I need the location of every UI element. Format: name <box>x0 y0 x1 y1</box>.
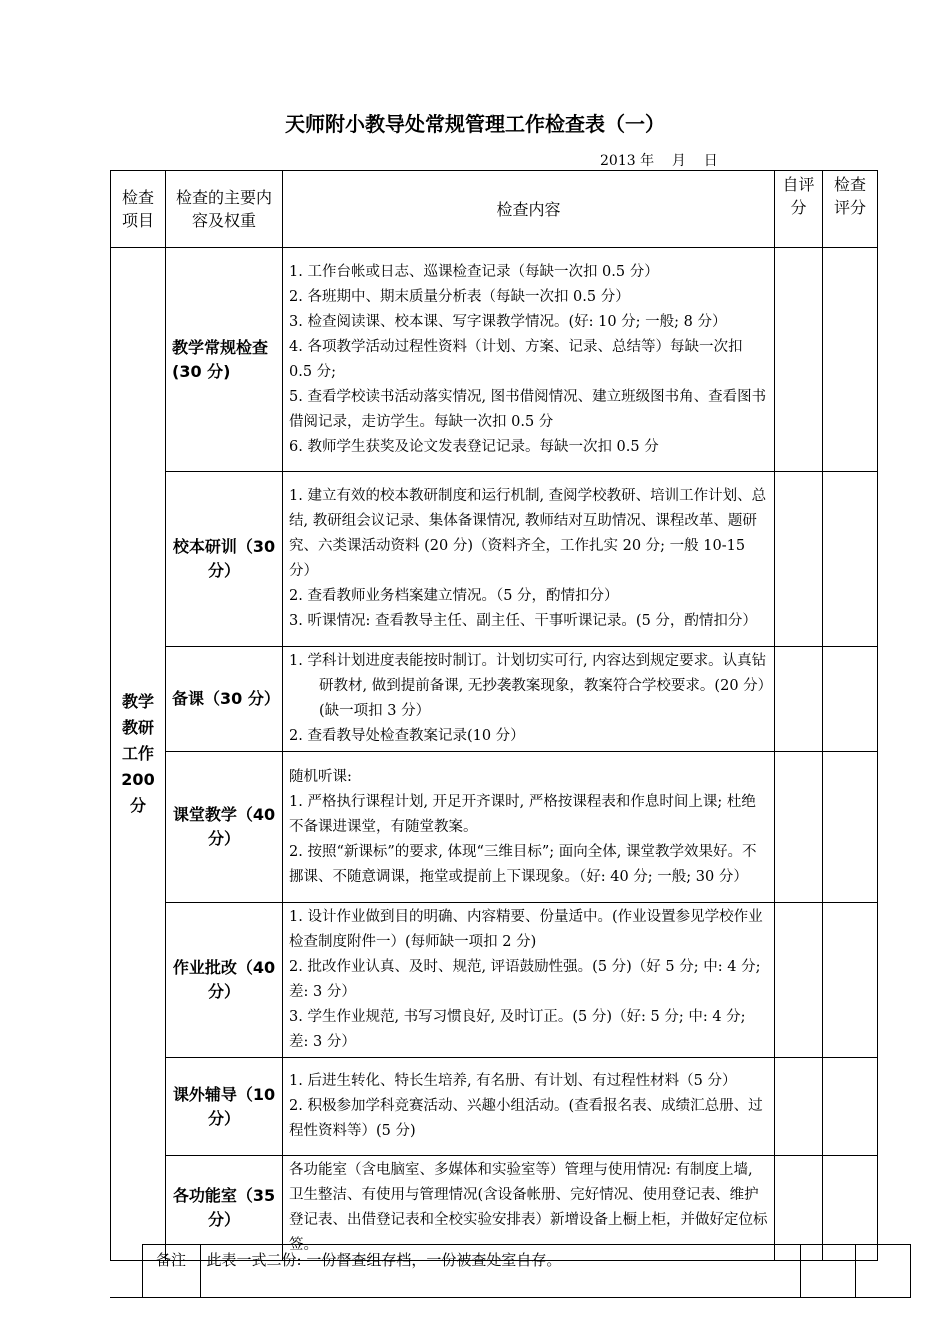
check-score-cell[interactable] <box>823 903 878 1058</box>
check-score-cell[interactable] <box>823 472 878 647</box>
note-check-score-cell[interactable] <box>855 1245 910 1298</box>
check-score-cell[interactable] <box>823 1058 878 1156</box>
content-line: 1. 建立有效的校本教研制度和运行机制, 查阅学校教研、培训工作计划、总结, 教研组会议记录、集体备课情况, 教师结对互助情况、课程改革、题研究、六类课活动资料 (20 分)（资料齐全，工作扎实 20 分; 一般 10-15 分） <box>289 488 767 579</box>
content-line: 2. 批改作业认真、及时、规范, 评语鼓励性强。(5 分)（好 5 分; 中: 4 分; 差: 3 分） <box>289 959 761 1000</box>
table-row <box>111 1058 878 1156</box>
note-blank-cell <box>110 1245 142 1298</box>
note-label: 备注 <box>142 1245 200 1298</box>
row-name: 课堂教学（40 分） <box>166 752 283 903</box>
note-table <box>110 1244 911 1298</box>
header-self-score: 自评分 <box>775 171 823 248</box>
content-line: 2. 各班期中、期末质量分析表（每缺一次扣 0.5 分） <box>289 288 630 305</box>
self-score-cell[interactable] <box>775 1058 823 1156</box>
note-row <box>110 1245 910 1298</box>
header-row <box>111 171 878 248</box>
content-line: 3. 听课情况: 查看教导主任、副主任、干事听课记录。(5 分，酌情扣分） <box>289 613 757 629</box>
content-line: 1. 学科计划进度表能按时制订。计划切实可行, 内容达到规定要求。认真钻研教材, 做到提前备课, 无抄袭教案现象，教案符合学校要求。(20 分）(缺一项扣 3 分） <box>289 653 767 719</box>
row-name: 课外辅导（10 分） <box>166 1058 283 1156</box>
content-line: 各功能室（含电脑室、多媒体和实验室等）管理与使用情况: 有制度上墙, 卫生整洁、有使用与管理情况(含设备帐册、完好情况、使用登记表、维护登记表、出借登记表和全校实验安排表）新增设备上橱上柜，并做好定位标签。 <box>289 1162 768 1253</box>
content-line: 2. 查看教导处检查教案记录(10 分） <box>289 728 525 744</box>
content-line: 2. 查看教师业务档案建立情况。（5 分，酌情扣分） <box>289 588 619 604</box>
date-month: 月 <box>671 153 686 169</box>
note-text: 此表一式二份: 一份督查组存档，一份被查处室自存。 <box>200 1245 800 1298</box>
date-day: 日 <box>703 153 718 169</box>
row-name: 教学常规检查(30 分) <box>166 248 283 472</box>
self-score-cell[interactable] <box>775 752 823 903</box>
content-line: 2. 积极参加学科竞赛活动、兴趣小组活动。(查看报名表、成绩汇总册、过程性资料等）(5 分) <box>289 1098 763 1139</box>
row-content <box>283 752 775 903</box>
row-content <box>283 1058 775 1156</box>
content-line: 4. 各项教学活动过程性资料（计划、方案、记录、总结等）每缺一次扣 0.5 分; <box>289 338 743 380</box>
row-name: 作业批改（40 分） <box>166 903 283 1058</box>
content-line: 1. 设计作业做到目的明确、内容精要、份量适中。(作业设置参见学校作业检查制度附件一）(每师缺一项扣 2 分) <box>289 909 763 950</box>
page-title: 天师附小教导处常规管理工作检查表（一） <box>285 112 665 136</box>
row-content <box>283 248 775 472</box>
table-row <box>111 472 878 647</box>
table-row <box>111 752 878 903</box>
self-score-cell[interactable] <box>775 903 823 1058</box>
note-self-score-cell[interactable] <box>800 1245 855 1298</box>
row-content <box>283 647 775 752</box>
date-year: 2013 年 <box>600 153 655 169</box>
row-content <box>283 472 775 647</box>
content-line: 1. 后进生转化、特长生培养, 有名册、有计划、有过程性材料（5 分） <box>289 1073 737 1089</box>
row-name: 备课（30 分） <box>166 647 283 752</box>
self-score-cell[interactable] <box>775 472 823 647</box>
table-row <box>111 903 878 1058</box>
content-line: 1. 工作台帐或日志、巡课检查记录（每缺一次扣 0.5 分） <box>289 263 659 280</box>
content-line: 3. 学生作业规范, 书写习惯良好, 及时订正。(5 分)（好: 5 分; 中: 4 分; 差: 3 分） <box>289 1009 746 1050</box>
content-line: 1. 严格执行课程计划, 开足开齐课时, 严格按课程表和作息时间上课; 杜绝不备课进课堂，有随堂教案。 <box>289 793 756 835</box>
header-item: 检查项目 <box>111 171 166 248</box>
content-line: 6. 教师学生获奖及论文发表登记记录。每缺一次扣 0.5 分 <box>289 438 659 455</box>
table-row <box>111 647 878 752</box>
content-line: 2. 按照“新课标”的要求, 体现“三维目标”; 面向全体, 课堂教学效果好。不挪课、不随意调课，拖堂或提前上下课现象。（好: 40 分; 一般; 30 分） <box>289 843 757 885</box>
content-line: 5. 查看学校读书活动落实情况, 图书借阅情况、建立班级图书角、查看图书借阅记录，走访学生。每缺一次扣 0.5 分 <box>289 388 767 430</box>
content-line: 随机听课: <box>289 768 352 785</box>
category-cell: 教学教研工作200分 <box>111 248 166 1261</box>
date-line <box>600 150 718 170</box>
header-content: 检查内容 <box>283 171 775 248</box>
row-name: 各功能室（35 分） <box>166 1156 283 1261</box>
row-name: 校本研训（30 分） <box>166 472 283 647</box>
row-content <box>283 903 775 1058</box>
table-row <box>111 248 878 472</box>
self-score-cell[interactable] <box>775 248 823 472</box>
header-main-content: 检查的主要内容及权重 <box>166 171 283 248</box>
content-line: 3. 检查阅读课、校本课、写字课教学情况。(好: 10 分; 一般; 8 分） <box>289 313 727 330</box>
self-score-cell[interactable] <box>775 647 823 752</box>
check-score-cell[interactable] <box>823 647 878 752</box>
check-score-cell[interactable] <box>823 752 878 903</box>
inspection-table <box>110 170 878 1261</box>
header-check-score: 检查评分 <box>823 171 878 248</box>
check-score-cell[interactable] <box>823 248 878 472</box>
